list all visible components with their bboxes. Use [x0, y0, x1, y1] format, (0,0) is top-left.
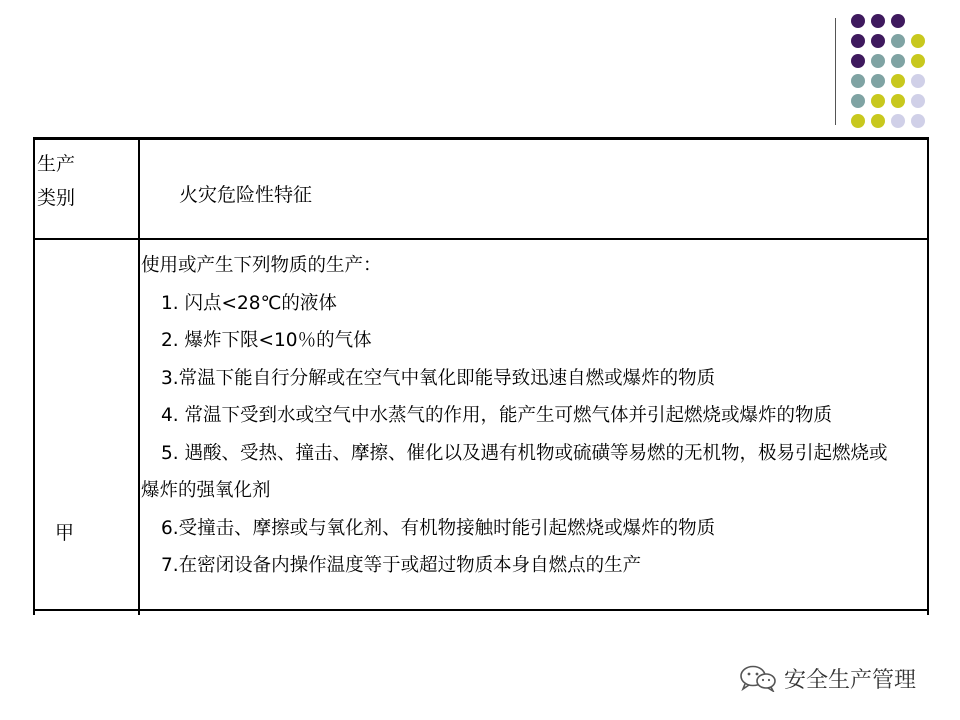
- decorative-dot: [911, 54, 925, 68]
- table-bottom-border: [33, 609, 929, 611]
- class-label: 甲: [55, 522, 75, 544]
- footer-watermark: [738, 662, 916, 694]
- feature-list: [141, 247, 927, 585]
- header-category-line1: 生产: [37, 153, 76, 175]
- decorative-dot: [911, 114, 925, 128]
- decorative-dot: [911, 94, 925, 108]
- decorative-dot: [851, 54, 865, 68]
- header-fire-hazard-feature: 火灾危险性特征: [179, 184, 313, 206]
- decorative-dot: [891, 34, 905, 48]
- decorative-dot: [851, 114, 865, 128]
- list-item: 6.受撞击、摩擦或与氧化剂、有机物接触时能引起燃烧或爆炸的物质: [161, 517, 716, 539]
- table-top-border: [33, 137, 929, 140]
- table-header-separator: [33, 238, 929, 240]
- decorative-dot: [871, 94, 885, 108]
- decorative-dot: [891, 94, 905, 108]
- decorative-dot: [851, 14, 865, 28]
- list-item: 2. 爆炸下限<10％的气体: [161, 330, 372, 351]
- header-production-category: [37, 147, 75, 215]
- decorative-dot: [871, 34, 885, 48]
- table-column-divider: [138, 137, 140, 615]
- list-item: 4. 常温下受到水或空气中水蒸气的作用，能产生可燃气体并引起燃烧或爆炸的物质: [161, 405, 833, 426]
- decorative-dot: [871, 54, 885, 68]
- list-item: 1. 闪点<28℃的液体: [161, 292, 337, 314]
- decorative-dot: [891, 74, 905, 88]
- decorative-dot: [891, 114, 905, 128]
- footer-brand-text: 安全生产管理: [784, 667, 917, 693]
- decorative-dot-grid: [850, 8, 950, 128]
- table-left-border: [33, 137, 35, 615]
- decorative-vertical-rule: [835, 18, 836, 125]
- decorative-dot: [891, 54, 905, 68]
- fire-hazard-table: [33, 137, 929, 615]
- list-item: 3.常温下能自行分解或在空气中氧化即能导致迅速自燃或爆炸的物质: [161, 367, 716, 389]
- decorative-dot: [891, 14, 905, 28]
- decorative-dot: [911, 34, 925, 48]
- list-item: 7.在密闭设备内操作温度等于或超过物质本身自燃点的生产: [161, 555, 642, 576]
- decorative-dot: [871, 14, 885, 28]
- wechat-icon: [738, 664, 778, 692]
- decorative-dot: [851, 34, 865, 48]
- decorative-dot: [911, 74, 925, 88]
- header-category-line2: 类别: [37, 187, 76, 209]
- list-item: 爆炸的强氧化剂: [141, 480, 271, 501]
- list-item: 5. 遇酸、受热、撞击、摩擦、催化以及遇有机物或硫磺等易燃的无机物，极易引起燃烧或: [161, 442, 888, 464]
- list-item: 使用或产生下列物质的生产：: [141, 255, 382, 276]
- table-right-border: [927, 137, 929, 615]
- decorative-dot: [871, 74, 885, 88]
- decorative-dot: [851, 94, 865, 108]
- decorative-dot: [871, 114, 885, 128]
- decorative-dot: [851, 74, 865, 88]
